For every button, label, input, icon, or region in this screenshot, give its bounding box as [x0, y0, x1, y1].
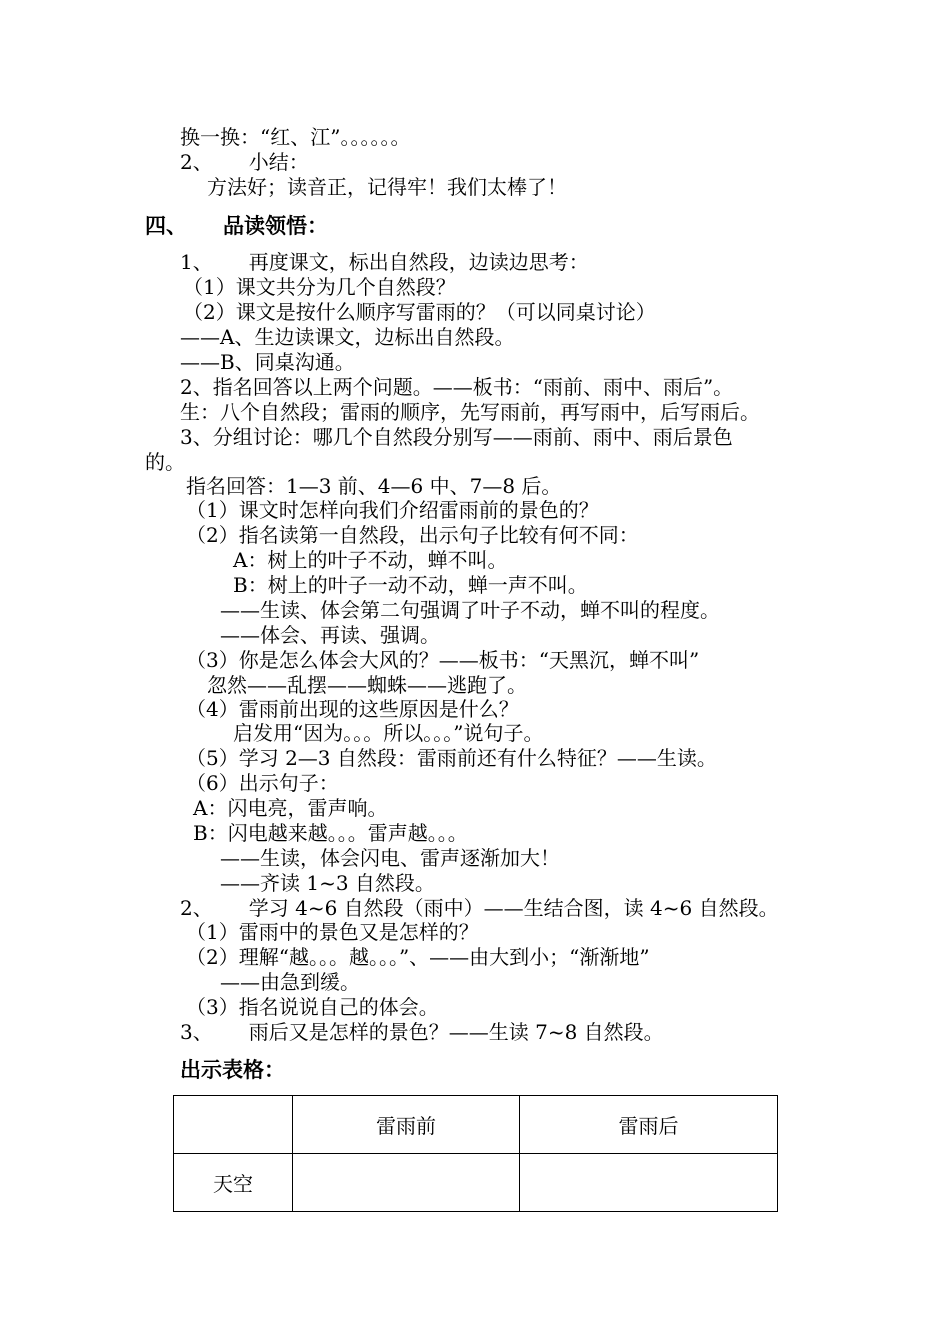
comparison-table [173, 1095, 778, 1212]
text-line: 指名回答：1—3 前、4—6 中、7—8 后。 [186, 474, 562, 498]
list-number: 1、 [180, 250, 213, 274]
text-line: 的。 [145, 450, 185, 474]
text-line: ——生读、体会第二句强调了叶子不动，蝉不叫的程度。 [220, 598, 720, 622]
text-line: （1）课文时怎样向我们介绍雷雨前的景色的？ [186, 498, 599, 522]
table-row [174, 1154, 778, 1212]
table-header-row [174, 1096, 778, 1154]
list-text: 小结： [248, 150, 309, 174]
text-line: ——生读，体会闪电、雷声逐渐加大！ [220, 846, 560, 870]
section-heading [145, 214, 328, 238]
list-text: 雨后又是怎样的景色？——生读 7~8 自然段。 [248, 1020, 664, 1044]
row-label-cell: 天空 [174, 1154, 293, 1212]
header-cell [174, 1096, 293, 1154]
text-line: （3）指名说说自己的体会。 [186, 995, 439, 1019]
text-line: 生：八个自然段；雷雨的顺序，先写雨前，再写雨中，后写雨后。 [180, 400, 760, 424]
list-number: 2、 [180, 150, 213, 174]
list-item [180, 250, 589, 274]
text-line: ——B、同桌沟通。 [180, 350, 355, 374]
header-cell: 雷雨前 [293, 1096, 520, 1154]
header-cell: 雷雨后 [520, 1096, 778, 1154]
text-line: （1）课文共分为几个自然段？ [183, 275, 456, 299]
text-line: 方法好；读音正，记得牢！我们太棒了！ [207, 175, 567, 199]
list-item [180, 150, 309, 174]
section-number: 四、 [145, 214, 187, 238]
text-line: 换一换：“红、江”。。。。。。 [180, 125, 411, 149]
text-line: ——体会、再读、强调。 [220, 623, 440, 647]
list-text: 学习 4~6 自然段（雨中）——生结合图，读 4~6 自然段。 [248, 896, 779, 920]
section-title: 品读领悟： [223, 214, 328, 238]
text-line: 3、分组讨论：哪几个自然段分别写——雨前、雨中、雨后景色 [180, 425, 733, 449]
text-line: （1）雷雨中的景色又是怎样的？ [186, 920, 479, 944]
text-line: （2）课文是按什么顺序写雷雨的？（可以同桌讨论） [183, 300, 656, 324]
list-number: 3、 [180, 1020, 213, 1044]
table-cell [520, 1154, 778, 1212]
text-line: A：树上的叶子不动，蝉不叫。 [233, 548, 508, 572]
text-line: （2）指名读第一自然段，出示句子比较有何不同： [186, 523, 639, 547]
table-cell [293, 1154, 520, 1212]
text-line: （2）理解“越。。。越。。。”、——由大到小；“渐渐地” [186, 945, 650, 969]
text-line: ——由急到缓。 [220, 970, 360, 994]
list-item [180, 896, 779, 920]
text-line: 2、指名回答以上两个问题。——板书：“雨前、雨中、雨后”。 [180, 375, 734, 399]
list-number: 2、 [180, 896, 213, 920]
list-item [180, 1020, 664, 1044]
text-line: A：闪电亮，雷声响。 [193, 796, 388, 820]
text-line: （5）学习 2—3 自然段：雷雨前还有什么特征？——生读。 [186, 746, 717, 770]
text-line: B：闪电越来越。。。雷声越。。。 [193, 821, 468, 845]
table-caption: 出示表格： [180, 1058, 285, 1082]
text-line: 忽然——乱摆——蜘蛛——逃跑了。 [207, 673, 527, 697]
text-line: ——齐读 1~3 自然段。 [220, 871, 435, 895]
text-line: （3）你是怎么体会大风的？——板书：“天黑沉，蝉不叫” [186, 648, 700, 672]
list-text: 再度课文，标出自然段，边读边思考： [248, 250, 589, 274]
text-line: （6）出示句子： [186, 771, 339, 795]
text-line: 启发用“因为。。。所以。。。”说句子。 [233, 721, 544, 745]
text-line: B：树上的叶子一动不动，蝉一声不叫。 [233, 573, 588, 597]
text-line: （4）雷雨前出现的这些原因是什么？ [186, 697, 519, 721]
text-line: ——A、生边读课文，边标出自然段。 [180, 325, 515, 349]
